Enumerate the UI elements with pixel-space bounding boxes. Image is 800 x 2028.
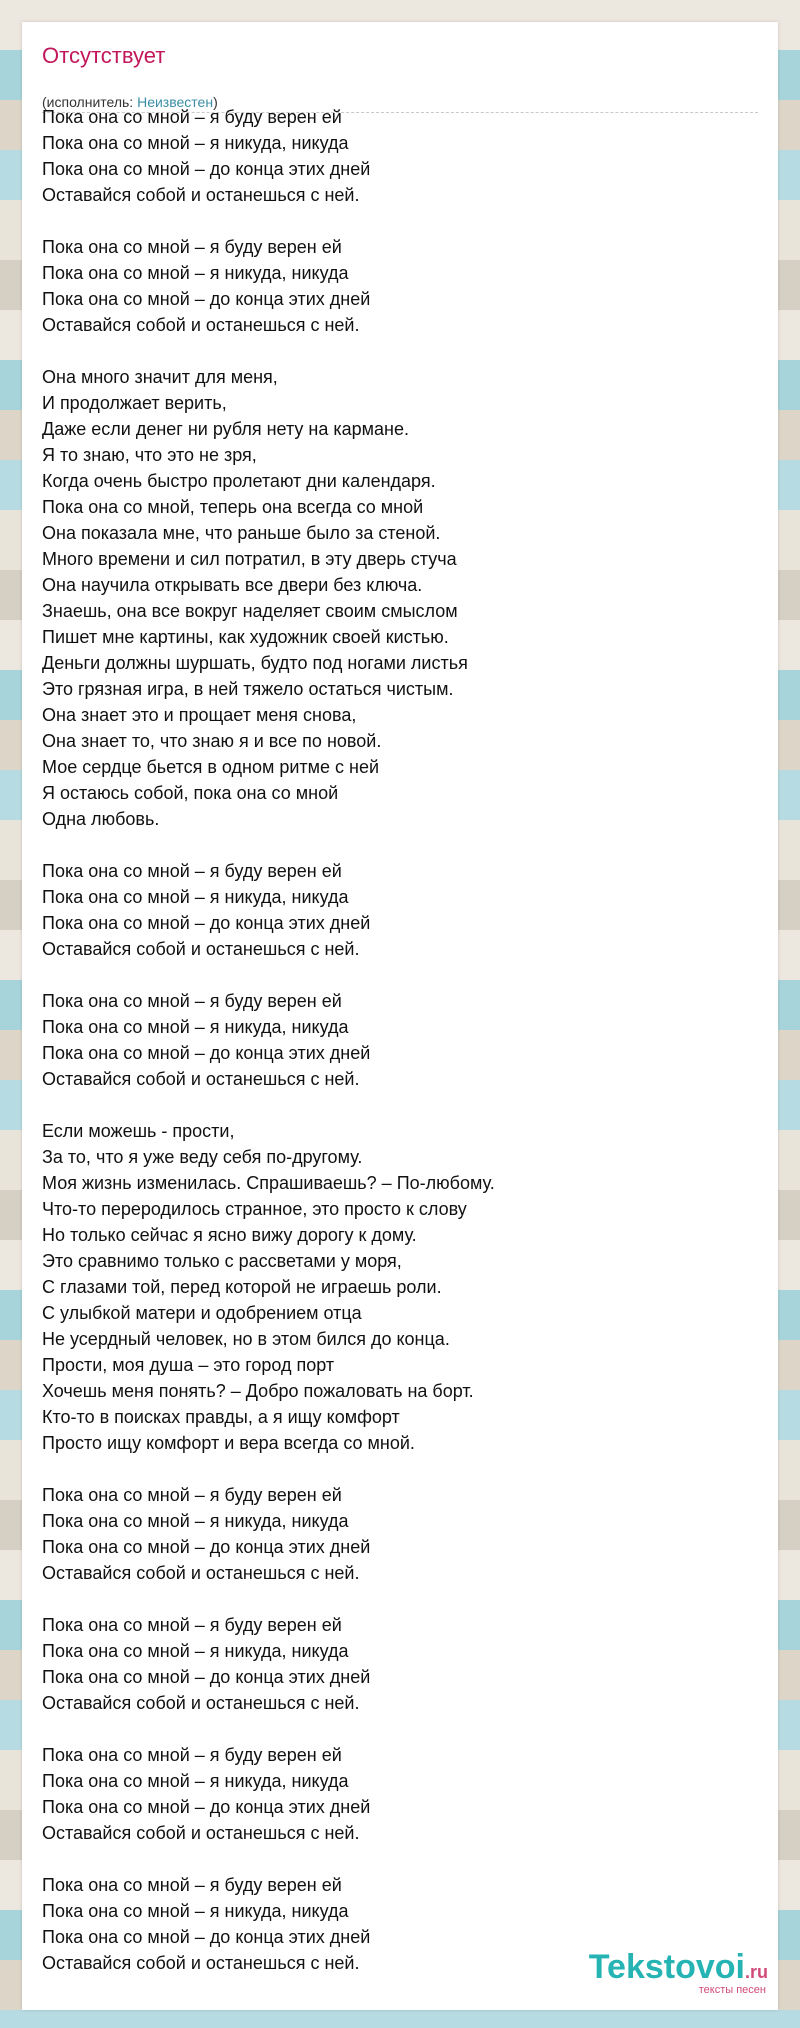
lyric-line: Пока она со мной – до конца этих дней: [42, 159, 371, 179]
lyric-line: Мое сердце бьется в одном ритме с ней: [42, 757, 380, 777]
lyric-line: С улыбкой матери и одобрением отца: [42, 1303, 362, 1323]
lyric-line: Пока она со мной – я буду верен ей: [42, 1615, 342, 1635]
lyric-line: Даже если денег ни рубля нету на кармане.: [42, 419, 409, 439]
lyrics-card: [22, 22, 778, 2010]
lyric-line: Пока она со мной – я никуда, никуда: [42, 1641, 349, 1661]
lyric-line: Деньги должны шуршать, будто под ногами листья: [42, 653, 468, 673]
logo-name: Tekstovoi: [588, 1948, 745, 1986]
lyric-line: Если можешь - прости,: [42, 1121, 235, 1141]
lyric-line: Пока она со мной – я буду верен ей: [42, 107, 342, 127]
stanza: [42, 1612, 758, 1716]
lyric-line: Я остаюсь собой, пока она со мной: [42, 783, 339, 803]
lyric-line: И продолжает верить,: [42, 393, 227, 413]
stanza: [42, 104, 758, 208]
artist-prefix: (исполнитель:: [42, 94, 138, 110]
lyric-line: Оставайся собой и останешься с ней.: [42, 939, 360, 959]
lyric-line: Пока она со мной – до конца этих дней: [42, 1797, 371, 1817]
lyric-line: Пока она со мной – я буду верен ей: [42, 1875, 342, 1895]
lyric-line: Прости, моя душа – это город порт: [42, 1355, 335, 1375]
lyric-line: Я то знаю, что это не зря,: [42, 445, 257, 465]
lyric-line: Оставайся собой и останешься с ней.: [42, 1953, 360, 1973]
lyric-line: Пока она со мной – я никуда, никуда: [42, 1511, 349, 1531]
lyric-line: Оставайся собой и останешься с ней.: [42, 1693, 360, 1713]
logo-tagline: тексты песен: [698, 1984, 766, 1996]
stanza: [42, 1482, 758, 1586]
lyric-line: Она показала мне, что раньше было за стеной.: [42, 523, 441, 543]
lyric-line: Она знает это и прощает меня снова,: [42, 705, 357, 725]
lyric-line: Пока она со мной – я никуда, никуда: [42, 133, 349, 153]
lyric-line: Пока она со мной – до конца этих дней: [42, 1537, 371, 1557]
lyric-line: Пока она со мной – до конца этих дней: [42, 1667, 371, 1687]
stanza: [42, 858, 758, 962]
lyric-line: Когда очень быстро пролетают дни календаря.: [42, 471, 436, 491]
lyric-line: Оставайся собой и останешься с ней.: [42, 185, 360, 205]
song-header: [42, 42, 758, 113]
lyric-line: За то, что я уже веду себя по-другому.: [42, 1147, 363, 1167]
lyric-line: Пока она со мной, теперь она всегда со мной: [42, 497, 424, 517]
stanza: [42, 364, 758, 832]
site-logo[interactable]: [568, 1948, 768, 1998]
lyric-line: Одна любовь.: [42, 809, 160, 829]
artist-suffix: ): [213, 94, 218, 110]
lyric-line: Кто-то в поисках правды, а я ищу комфорт: [42, 1407, 400, 1427]
lyric-line: Пока она со мной – я буду верен ей: [42, 861, 342, 881]
lyric-line: Пока она со мной – до конца этих дней: [42, 913, 371, 933]
lyric-line: Она научила открывать все двери без ключа.: [42, 575, 423, 595]
lyric-line: Много времени и сил потратил, в эту дверь стуча: [42, 549, 457, 569]
logo-tld: .ru: [744, 1962, 768, 1982]
lyric-line: Она знает то, что знаю я и все по новой.: [42, 731, 382, 751]
lyric-line: Пока она со мной – я никуда, никуда: [42, 1901, 349, 1921]
lyric-line: Оставайся собой и останешься с ней.: [42, 1069, 360, 1089]
stanza: [42, 1118, 758, 1456]
lyric-line: Хочешь меня понять? – Добро пожаловать на борт.: [42, 1381, 474, 1401]
stanza: [42, 1742, 758, 1846]
lyric-line: Но только сейчас я ясно вижу дорогу к дому.: [42, 1225, 417, 1245]
lyric-line: Просто ищу комфорт и вера всегда со мной.: [42, 1433, 415, 1453]
lyric-line: Пока она со мной – я буду верен ей: [42, 1485, 342, 1505]
lyric-line: Пока она со мной – я никуда, никуда: [42, 887, 349, 907]
lyric-line: Что-то переродилось странное, это просто к слову: [42, 1199, 467, 1219]
lyric-line: Пока она со мной – до конца этих дней: [42, 1927, 371, 1947]
lyric-line: Пока она со мной – я буду верен ей: [42, 991, 342, 1011]
lyric-line: Оставайся собой и останешься с ней.: [42, 1823, 360, 1843]
lyric-line: Пишет мне картины, как художник своей кистью.: [42, 627, 449, 647]
lyrics-body: [42, 104, 758, 2002]
lyric-line: Знаешь, она все вокруг наделяет своим смыслом: [42, 601, 458, 621]
lyric-line: Это грязная игра, в ней тяжело остаться чистым.: [42, 679, 454, 699]
lyric-line: Это сравнимо только с рассветами у моря,: [42, 1251, 402, 1271]
lyric-line: Моя жизнь изменилась. Спрашиваешь? – По-любому.: [42, 1173, 495, 1193]
stanza: [42, 988, 758, 1092]
lyric-line: С глазами той, перед которой не играешь роли.: [42, 1277, 442, 1297]
stanza: [42, 234, 758, 338]
lyric-line: Пока она со мной – до конца этих дней: [42, 289, 371, 309]
lyric-line: Пока она со мной – я буду верен ей: [42, 237, 342, 257]
lyric-line: Не усердный человек, но в этом бился до конца.: [42, 1329, 450, 1349]
lyric-line: Она много значит для меня,: [42, 367, 278, 387]
lyric-line: Пока она со мной – я никуда, никуда: [42, 1771, 349, 1791]
lyric-line: Пока она со мной – я никуда, никуда: [42, 263, 349, 283]
lyric-line: Пока она со мной – я буду верен ей: [42, 1745, 342, 1765]
lyric-line: Пока она со мной – до конца этих дней: [42, 1043, 371, 1063]
lyric-line: Пока она со мной – я никуда, никуда: [42, 1017, 349, 1037]
song-title: Отсутствует: [42, 43, 166, 68]
artist-link[interactable]: Неизвестен: [137, 94, 214, 110]
lyric-line: Оставайся собой и останешься с ней.: [42, 1563, 360, 1583]
lyric-line: Оставайся собой и останешься с ней.: [42, 315, 360, 335]
